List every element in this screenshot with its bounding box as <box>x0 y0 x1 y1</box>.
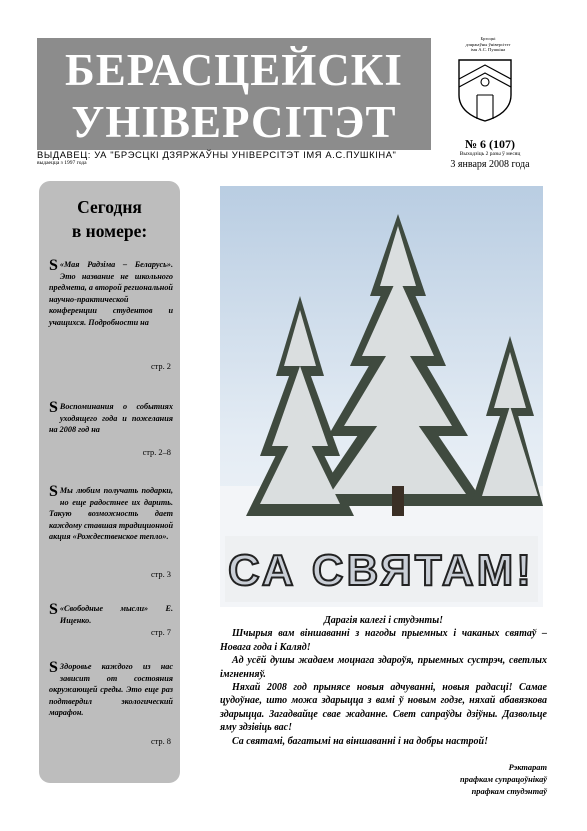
greeting-paragraph: Са святамі, багатымі на віншаванні і на добры настрой! <box>232 735 489 747</box>
contents-item <box>49 603 173 626</box>
greeting-paragraph: Шчырыя вам віншаванні з нагоды прыемных і чаканых святаў – Новага года і Каляд! <box>220 628 547 653</box>
issue-date: 3 января 2008 года <box>450 159 530 170</box>
banner-sa-svyatam <box>225 536 538 602</box>
greeting-text <box>220 614 547 748</box>
sidebar-contents <box>39 181 180 783</box>
signature-line: прафкам супрацоўнікаў <box>460 775 547 784</box>
crest-caption-line: дзяржаўны ўніверсітэт <box>465 41 511 47</box>
sidebar-title-line2: в номере: <box>71 221 148 241</box>
item-initial: S <box>49 483 58 500</box>
contents-item <box>49 259 173 329</box>
item-initial: S <box>49 257 58 274</box>
crest-caption <box>448 36 528 53</box>
item-initial: S <box>49 659 58 676</box>
item-text: «Мая Радзіма – Беларусь». Это название не школьного предмета, а второй региональной научно-практической конференции студентов и учащихся. Подробности на <box>49 260 173 327</box>
winter-tree-photo <box>220 186 543 607</box>
item-page-ref[interactable]: стр. 2 <box>150 362 171 371</box>
signature-line: Рэктарат <box>508 763 547 772</box>
masthead-title-line1: БЕРАСЦЕЙСКІ <box>65 45 403 95</box>
founded-note: выдаецца з 1997 года <box>37 160 87 166</box>
contents-item <box>49 401 173 436</box>
sidebar-title-line1: Сегодня <box>77 197 142 217</box>
item-page-ref[interactable]: стр. 8 <box>150 737 171 746</box>
item-initial: S <box>49 601 58 618</box>
greeting-salutation: Дарагія калегі і студэнты! <box>323 615 444 626</box>
greeting-paragraph: Няхай 2008 год прынясе новыя адчуванні, новыя радасці! Самае цудоўнае, што можа здарыцца з вамі ў новым годзе, няхай абавязкова здарыцца. Загадвайце свае жаданне. Свет сапраўды дзіўны. Дазвольце яму здзівіць вас! <box>220 682 547 734</box>
masthead <box>37 38 431 150</box>
item-page-ref[interactable]: стр. 2–8 <box>142 448 171 457</box>
signature-line: прафкам студэнтаў <box>471 787 547 796</box>
university-crest-icon <box>455 57 515 123</box>
item-text: «Свободные мысли» Е. Ищенко. <box>59 604 173 625</box>
crest-caption-line: Брэсцкі <box>480 36 496 41</box>
publisher-line: ВЫДАВЕЦ: УА "БРЭСЦКІ ДЗЯРЖАЎНЫ УНІВЕРСІТЭТ ІМЯ А.С.ПУШКІНА" <box>37 149 397 160</box>
contents-item <box>49 485 173 543</box>
item-page-ref[interactable]: стр. 7 <box>150 628 171 637</box>
signature <box>390 762 547 798</box>
sidebar-title <box>39 195 180 243</box>
greeting-paragraph: Ад усёй душы жадаем моцнага здароўя, прыемных сустрэч, светлых імгненняў. <box>220 655 547 680</box>
masthead-title-line2: УНІВЕРСІТЭТ <box>71 97 397 147</box>
item-text: Здоровье каждого из нас зависит от состояния окружающей среды. Это еще раз подтвердил экологический марафон. <box>49 662 173 718</box>
issue-frequency: Выходзіць 2 разы ў месяц <box>459 151 521 157</box>
banner-text: СА СВЯТАМ! <box>228 546 534 595</box>
item-initial: S <box>49 399 58 416</box>
issue-number: № 6 (107) <box>464 137 516 151</box>
item-text: Мы любим получать подарки, но еще радостнее их дарить. Такую возможность дает каждому ставшая традиционной акция «Рождественское тепло». <box>49 486 174 542</box>
item-page-ref[interactable]: стр. 3 <box>150 570 171 579</box>
item-text: Воспоминания о событиях уходящего года и пожелания на 2008 год на <box>49 402 173 435</box>
contents-item <box>49 661 173 719</box>
crest-caption-line: імя А.С. Пушкіна <box>470 47 506 53</box>
